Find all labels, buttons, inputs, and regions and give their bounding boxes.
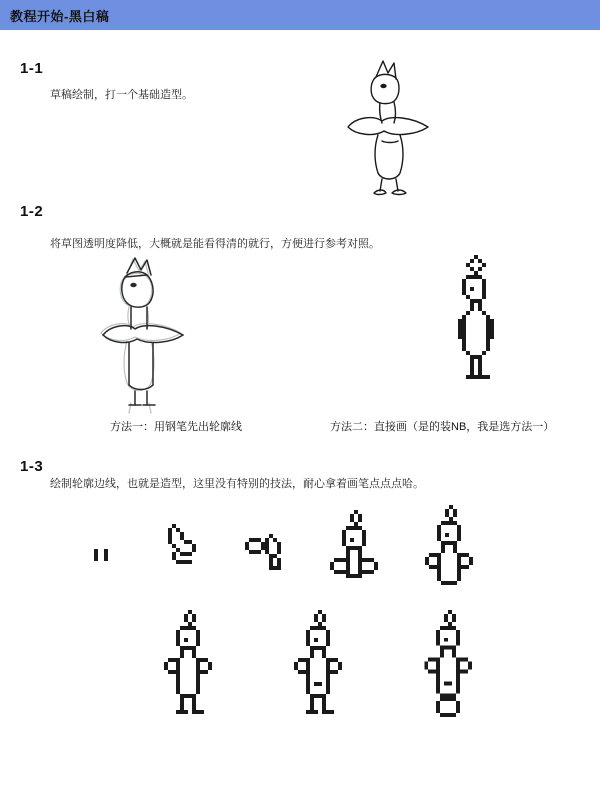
figure-sketch-duck-rough bbox=[330, 55, 460, 200]
figure-pixel-step-2 bbox=[160, 520, 216, 576]
page-title: 教程开始-黑白稿 bbox=[10, 8, 110, 24]
figure-pixel-step-5 bbox=[425, 505, 489, 595]
section-text-1-3: 绘制轮廓边线，也就是造型，这里没有特别的技法，耐心拿着画笔点点点哈。 bbox=[50, 478, 424, 490]
section-text-1-1: 草稿绘制，打一个基础造型。 bbox=[50, 89, 193, 101]
header-bar bbox=[0, 0, 600, 30]
caption-method-1: 方法一：用钢笔先出轮廓线 bbox=[110, 421, 242, 433]
section-label-1-2: 1-2 bbox=[20, 203, 44, 220]
figure-sketch-duck-faded bbox=[95, 255, 205, 415]
section-text-1-2: 将草图透明度降低，大概就是能看得清的就行，方便进行参考对照。 bbox=[50, 238, 380, 250]
figure-pixel-step-6 bbox=[160, 610, 228, 720]
figure-pixel-step-1 bbox=[90, 545, 114, 565]
figure-pixel-step-3 bbox=[245, 530, 305, 586]
caption-method-2: 方法二：直接画（是的装NB，我是选方法一） bbox=[330, 421, 555, 433]
section-label-1-1: 1-1 bbox=[20, 60, 44, 77]
figure-pixel-step-8 bbox=[420, 610, 488, 725]
figure-pixel-duck-outline bbox=[430, 255, 530, 415]
figure-pixel-step-7 bbox=[290, 610, 358, 720]
figure-pixel-step-4 bbox=[330, 510, 390, 586]
section-label-1-3: 1-3 bbox=[20, 458, 44, 475]
